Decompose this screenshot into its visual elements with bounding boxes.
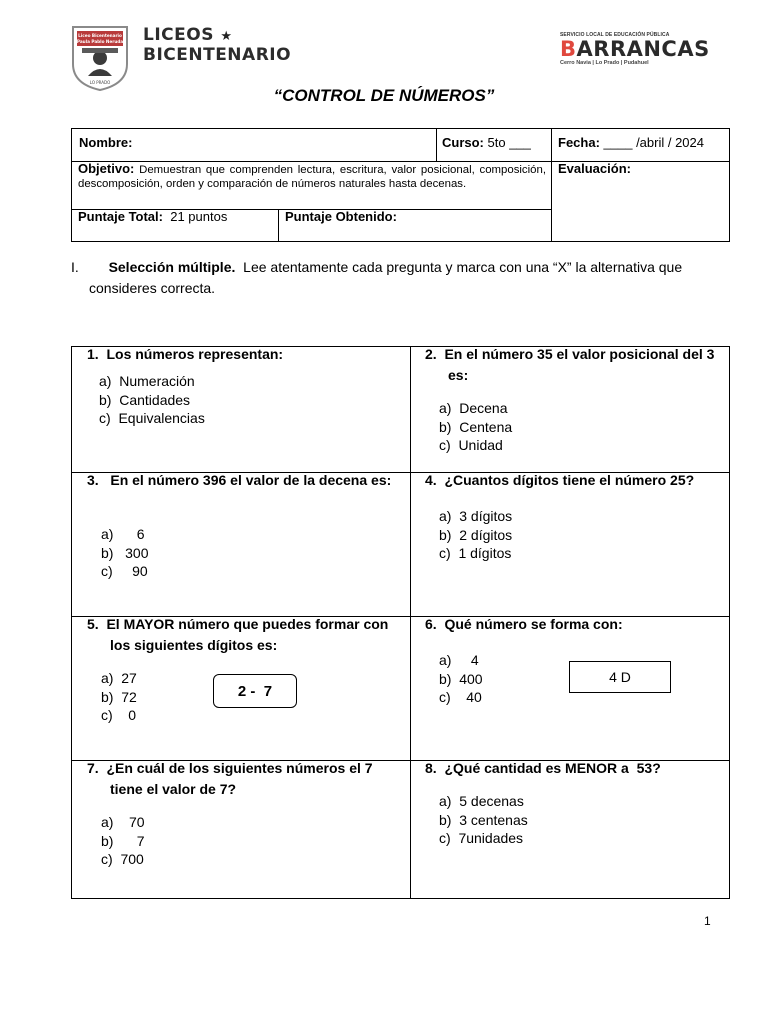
question-5-number: 5. bbox=[87, 616, 99, 632]
question-7 bbox=[87, 758, 403, 800]
question-3 bbox=[87, 470, 403, 491]
option-7c[interactable]: c) 700 bbox=[101, 851, 144, 867]
nombre-label: Nombre: bbox=[79, 135, 133, 150]
evaluacion-label: Evaluación: bbox=[558, 161, 631, 176]
question-5-digits-box: 2 - 7 bbox=[213, 674, 297, 708]
puntaje-total-cell bbox=[71, 209, 279, 242]
slep-name-rest: ARRANCAS bbox=[576, 37, 710, 61]
question-8-number: 8. bbox=[425, 760, 437, 776]
logo-line-2: BICENTENARIO bbox=[143, 45, 292, 65]
puntaje-obtenido-cell[interactable] bbox=[278, 209, 552, 242]
option-6c[interactable]: c) 40 bbox=[439, 689, 482, 705]
option-5a[interactable]: a) 27 bbox=[101, 670, 137, 686]
question-4-options bbox=[439, 507, 512, 563]
question-5 bbox=[87, 614, 403, 656]
question-2-text: En el número 35 el valor posicional del 3 es: bbox=[444, 346, 715, 383]
question-2-options bbox=[439, 399, 512, 455]
star-icon: ★ bbox=[220, 29, 233, 44]
question-2 bbox=[425, 344, 722, 386]
question-1-number: 1. bbox=[87, 346, 99, 362]
evaluacion-cell[interactable] bbox=[551, 161, 730, 242]
question-7-number: 7. bbox=[87, 760, 99, 776]
puntaje-total-label: Puntaje Total: bbox=[78, 209, 163, 224]
option-5b[interactable]: b) 72 bbox=[101, 688, 137, 705]
question-6 bbox=[425, 614, 722, 635]
section-instructions bbox=[71, 257, 731, 299]
puntaje-total-value: 21 puntos bbox=[170, 209, 228, 224]
option-3c[interactable]: c) 90 bbox=[101, 563, 148, 579]
objetivo-label: Objetivo: bbox=[78, 161, 135, 176]
question-3-text: En el número 396 el valor de la decena es: bbox=[110, 472, 392, 488]
question-7-text: ¿En cuál de los siguientes números el 7 tiene el valor de 7? bbox=[106, 760, 373, 797]
objetivo-text: Demuestran que comprenden lectura, escritura, valor posicional, composición, descomposición, orden y comparación de números naturales hasta decenas. bbox=[78, 164, 546, 190]
option-2c[interactable]: c) Unidad bbox=[439, 437, 503, 453]
option-8b[interactable]: b) 3 centenas bbox=[439, 811, 528, 828]
option-5c[interactable]: c) 0 bbox=[101, 707, 137, 723]
page-number: 1 bbox=[704, 914, 711, 928]
question-4-number: 4. bbox=[425, 472, 437, 488]
curso-value: 5to ___ bbox=[487, 135, 531, 150]
option-8a[interactable]: a) 5 decenas bbox=[439, 793, 524, 809]
crest-line-3: LO PRADO bbox=[89, 80, 111, 85]
section-instruction: Lee atentamente cada pregunta y marca con una “X” la alternativa que consideres correcta. bbox=[89, 259, 683, 296]
liceos-bicentenario-logo bbox=[143, 26, 291, 64]
slep-communes: Cerro Navia | Lo Prado | Pudahuel bbox=[560, 60, 649, 66]
option-1c[interactable]: c) Equivalencias bbox=[99, 410, 205, 426]
question-1-text: Los números representan: bbox=[106, 346, 284, 362]
question-6-value-box: 4 D bbox=[569, 661, 671, 693]
option-4b[interactable]: b) 2 dígitos bbox=[439, 526, 513, 543]
option-4c[interactable]: c) 1 dígitos bbox=[439, 545, 512, 561]
slep-name bbox=[560, 38, 720, 60]
school-crest-logo bbox=[70, 24, 130, 92]
option-6a[interactable]: a) 4 bbox=[439, 652, 479, 668]
option-7b[interactable]: b) 7 bbox=[101, 832, 145, 849]
question-2-number: 2. bbox=[425, 346, 437, 362]
option-2b[interactable]: b) Centena bbox=[439, 418, 513, 435]
fecha-cell[interactable] bbox=[551, 128, 730, 162]
question-5-text: El MAYOR número que puedes formar con los siguientes dígitos es: bbox=[106, 616, 389, 653]
question-5-options bbox=[101, 669, 137, 725]
question-3-options bbox=[101, 525, 148, 581]
question-6-options bbox=[439, 651, 483, 707]
option-4a[interactable]: a) 3 dígitos bbox=[439, 508, 513, 524]
question-6-number: 6. bbox=[425, 616, 437, 632]
option-1b[interactable]: b) Cantidades bbox=[99, 391, 191, 408]
question-3-number: 3. bbox=[87, 472, 99, 488]
page-title: “CONTROL DE NÚMEROS” bbox=[273, 86, 495, 105]
option-1a[interactable]: a) Numeración bbox=[99, 373, 195, 389]
slep-top-text: SERVICIO LOCAL DE EDUCACIÓN PÚBLICA bbox=[560, 32, 670, 38]
question-1 bbox=[87, 344, 403, 365]
barrancas-logo bbox=[560, 32, 720, 66]
puntaje-obtenido-label: Puntaje Obtenido: bbox=[285, 209, 397, 224]
section-numeral: I. bbox=[71, 259, 79, 275]
question-7-options bbox=[101, 813, 145, 869]
question-8 bbox=[425, 758, 722, 779]
option-3a[interactable]: a) 6 bbox=[101, 526, 145, 542]
option-2a[interactable]: a) Decena bbox=[439, 400, 508, 416]
objetivo-cell bbox=[71, 161, 552, 210]
question-4 bbox=[425, 470, 722, 491]
nombre-cell[interactable] bbox=[71, 128, 437, 162]
crest-line-1: Liceo Bicentenario bbox=[78, 33, 122, 38]
option-3b[interactable]: b) 300 bbox=[101, 544, 149, 561]
crest-line-2: Paula Pablo Neruda bbox=[76, 39, 124, 44]
question-8-text: ¿Qué cantidad es MENOR a 53? bbox=[444, 760, 661, 776]
question-6-text: Qué número se forma con: bbox=[444, 616, 623, 632]
option-7a[interactable]: a) 70 bbox=[101, 814, 145, 830]
fecha-value: ____ /abril / 2024 bbox=[603, 135, 704, 150]
logo-line-1: LICEOS bbox=[143, 25, 214, 45]
question-8-options bbox=[439, 792, 528, 848]
option-6b[interactable]: b) 400 bbox=[439, 670, 483, 687]
fecha-label: Fecha: bbox=[558, 135, 600, 150]
curso-label: Curso: bbox=[442, 135, 484, 150]
slep-name-first: B bbox=[560, 37, 577, 61]
question-4-text: ¿Cuantos dígitos tiene el número 25? bbox=[444, 472, 695, 488]
question-1-options bbox=[99, 372, 205, 428]
curso-cell[interactable] bbox=[436, 128, 552, 162]
section-heading: Selección múltiple. bbox=[108, 259, 236, 275]
option-8c[interactable]: c) 7unidades bbox=[439, 830, 524, 846]
